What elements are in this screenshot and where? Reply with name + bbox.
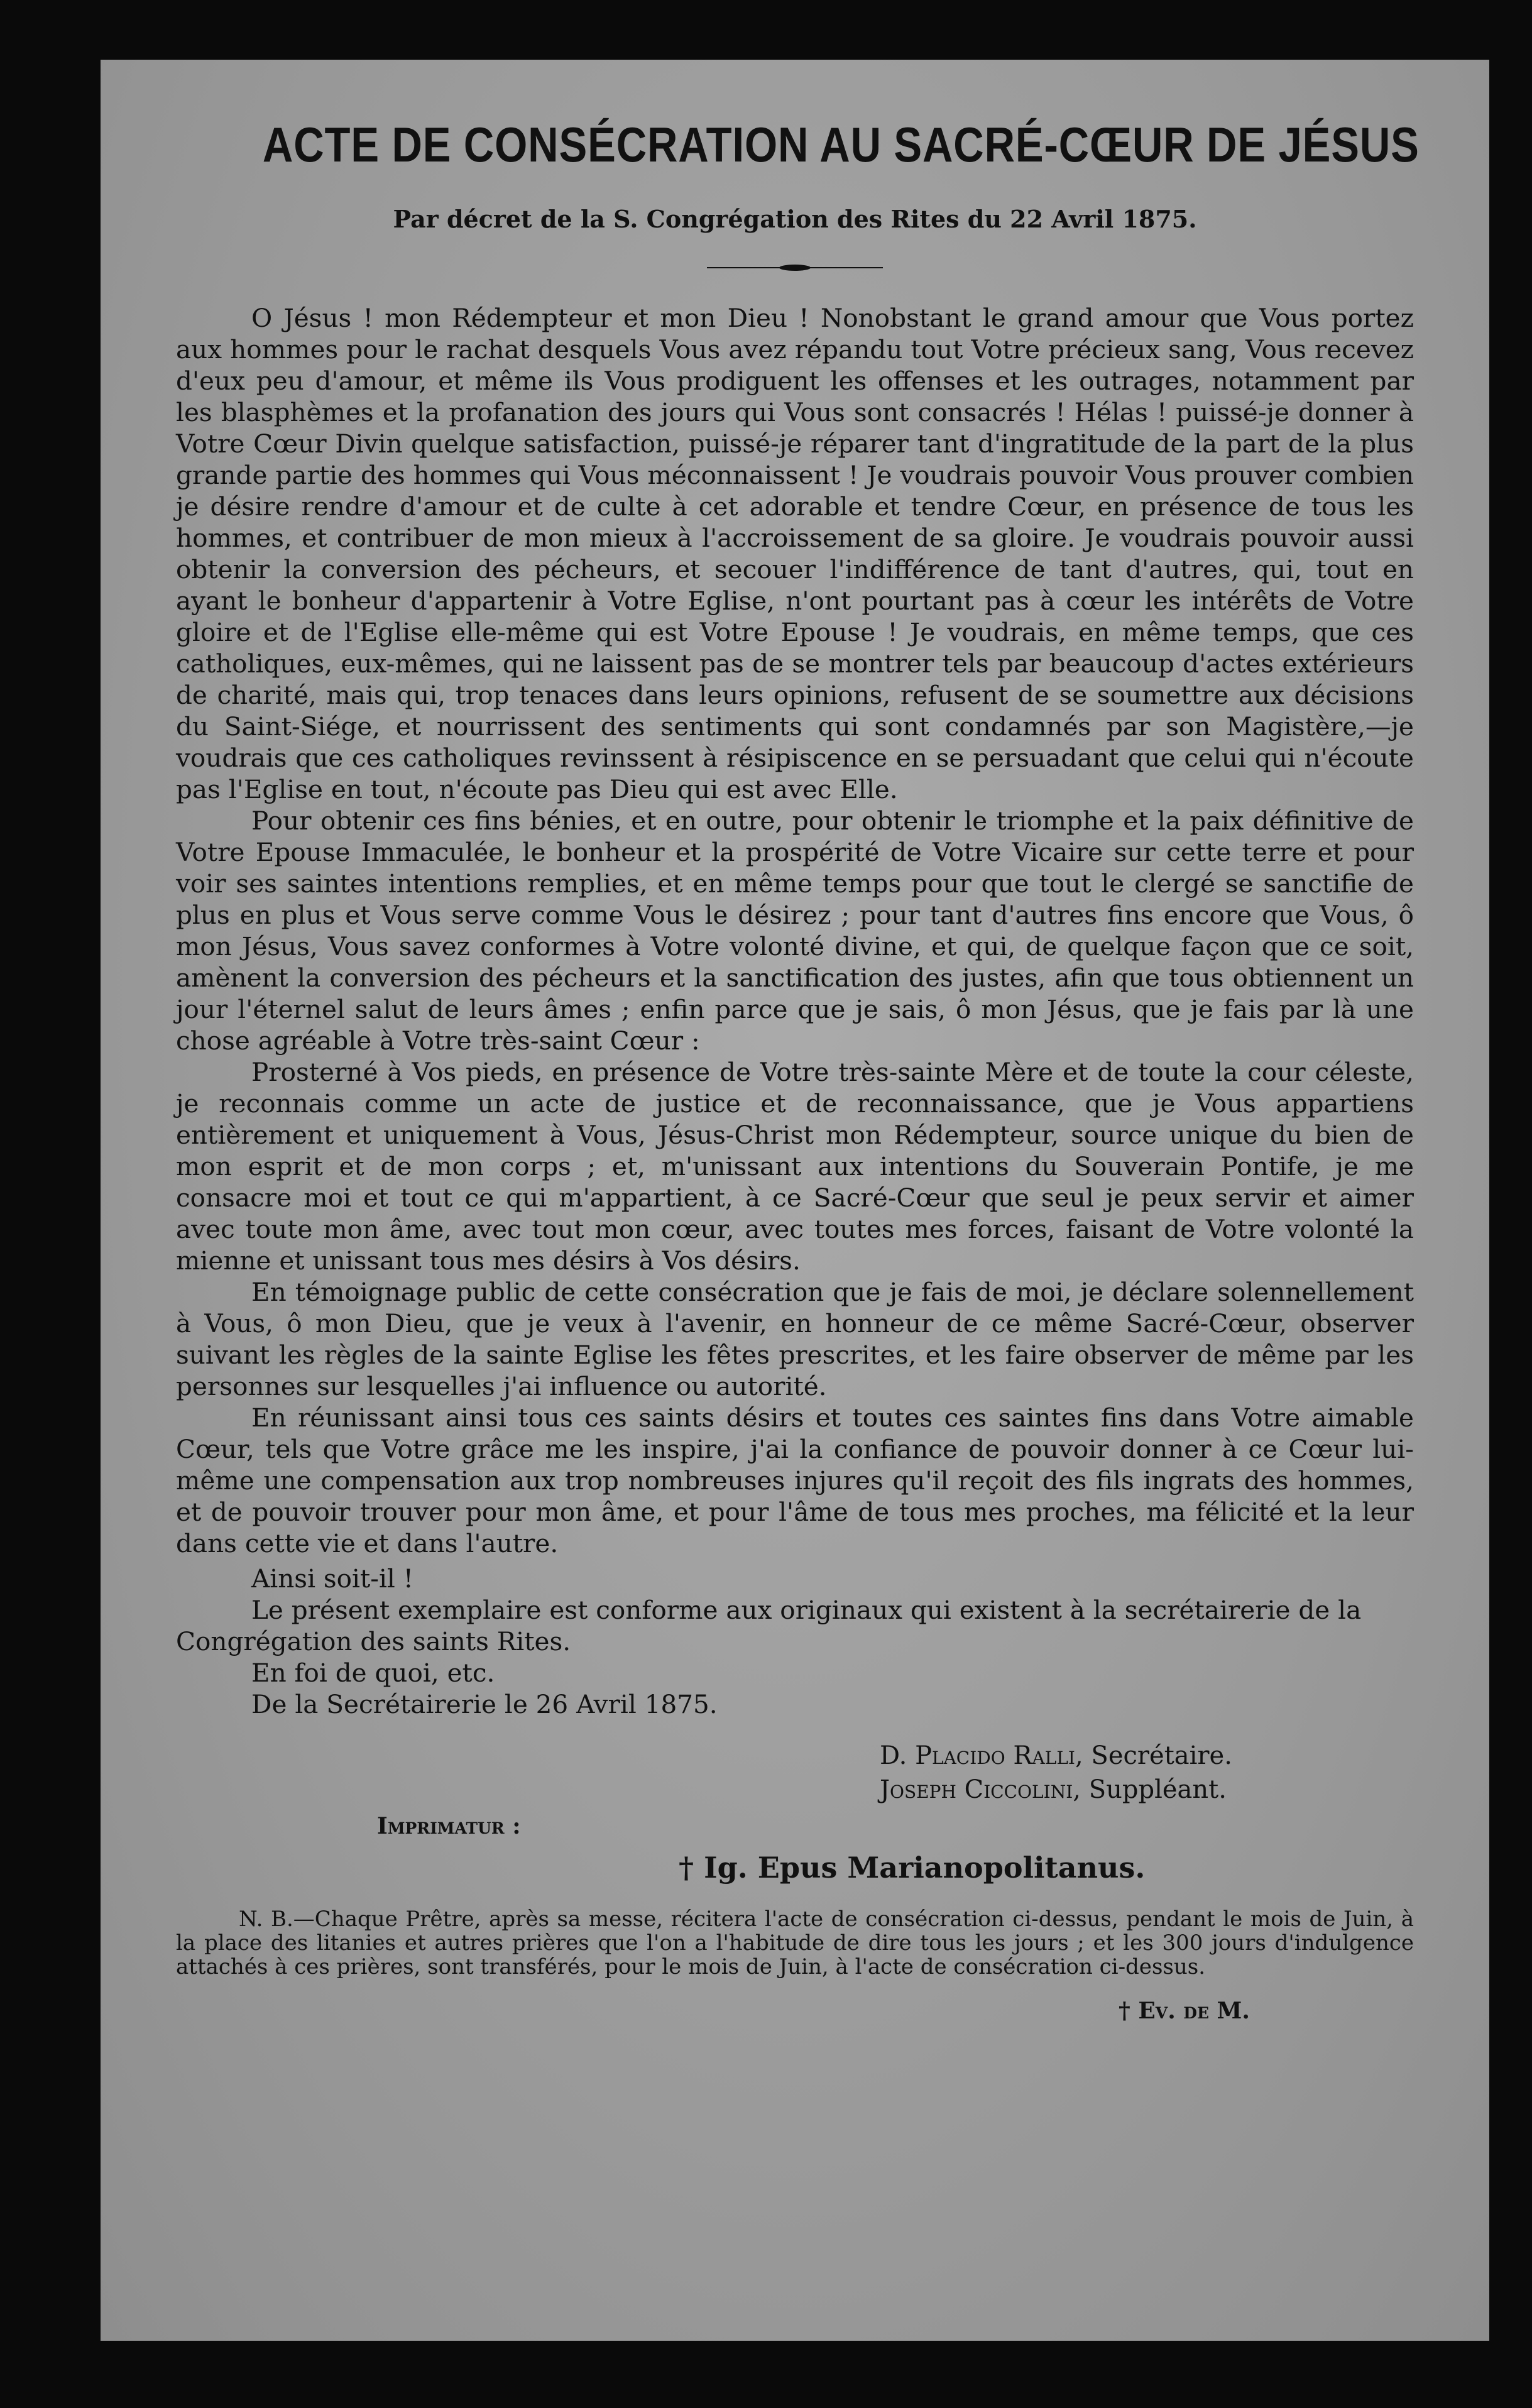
signature-line (880, 1739, 1414, 1773)
amen-line: Ainsi soit-il ! (251, 1563, 414, 1594)
signature-line (880, 1773, 1414, 1807)
document-subtitle: Par décret de la S. Congrégation des Rites du 22 Avril 1875. (393, 205, 1197, 233)
paragraph: Pour obtenir ces fins bénies, et en outre, pour obtenir le triomphe et la paix définitive de Votre Epouse Immaculée, le bonheur et la prospérité de Votre Vicaire sur cette terre et pour voir ses saintes intentions remplies, et en même temps pour que tout le clergé se sanctifie de plus en plus et Vous serve comme Vous le désirez ; pour tant d'autres fins encore que Vous, ô mon Jésus, Vous savez conformes à Votre volonté divine, et qui, de quelque façon que ce soit, amènent la conversion des pécheurs et la sanctification des justes, afin que tous obtiennent un jour l'éternel salut de leurs âmes ; enfin parce que je sais, ô mon Jésus, que je fais par là une chose agréable à Votre très-saint Cœur : (176, 806, 1414, 1056)
consecration-text (176, 302, 1414, 1559)
signatory-name: Joseph Ciccolini (880, 1775, 1073, 1804)
signature-block (176, 1739, 1414, 1807)
document-title: ACTE DE CONSÉCRATION AU SACRÉ-CŒUR DE JÉSUS (262, 117, 1420, 172)
signatory-role: , Suppléant. (1073, 1775, 1227, 1804)
certification-text: Le présent exemplaire est conforme aux originaux qui existent à la secrétairerie de la Congrégation des saints Rites. (176, 1595, 1362, 1656)
paragraph: En réunissant ainsi tous ces saints désirs et toutes ces saintes fins dans Votre aimable Cœur, tels que Votre grâce me les inspire, j'ai la confiance de pouvoir donner à ce Cœur lui-même une compensation aux trop nombreuses injures qu'il reçoit des fils ingrats des hommes, et de pouvoir trouver pour mon âme, et pour l'âme de tous mes proches, ma félicité et la leur dans cette vie et dans l'autre. (176, 1403, 1414, 1558)
date-line: De la Secrétairerie le 26 Avril 1875. (251, 1689, 718, 1719)
en-foi-line: En foi de quoi, etc. (251, 1658, 495, 1688)
paragraph: Prosterné à Vos pieds, en présence de Votre très-sainte Mère et de toute la cour céleste, je reconnais comme un acte de justice et de reconnaissance, que je Vous appartiens entièrement et uniquement à Vous, Jésus-Christ mon Rédempteur, source unique du bien de mon esprit et de mon corps ; et, m'unissant aux intentions du Souverain Pontife, je me consacre moi et tout ce qui m'appartient, à ce Sacré-Cœur que seul je peux servir et aimer avec toute mon âme, avec tout mon cœur, avec toutes mes forces, faisant de Votre volonté la mienne et unissant tous mes désirs à Vos désirs. (176, 1057, 1414, 1276)
final-signature: † Ev. de M. (1119, 1998, 1250, 2024)
paragraph: En témoignage public de cette consécration que je fais de moi, je déclare solennellement à Vous, ô mon Dieu, que je veux à l'avenir, en honneur de ce même Sacré-Cœur, observer suivant les règles de la sainte Eglise les fêtes prescrites, et les faire observer de même par les personnes sur lesquelles j'ai influence ou autorité. (176, 1277, 1414, 1401)
signatory-role: , Secrétaire. (1075, 1741, 1232, 1770)
nb-text: N. B.—Chaque Prêtre, après sa messe, récitera l'acte de consécration ci-dessus, pendant le mois de Juin, à la place des litanies et autres prières que l'on a l'habitude de dire tous les jours ; et les 300 jours d'indulgence attachés à ces prières, sont transférés, pour le mois de Juin, à l'acte de consécration ci-dessus. (176, 1907, 1414, 1979)
ornament-knot (779, 265, 811, 271)
imprimatur-signature: † Ig. Epus Marianopolitanus. (679, 1851, 1146, 1885)
nb-note (176, 1907, 1414, 1979)
document-sheet (101, 60, 1489, 2341)
ornament-divider (707, 265, 883, 271)
closing-block (176, 1563, 1414, 1720)
paragraph: O Jésus ! mon Rédempteur et mon Dieu ! Nonobstant le grand amour que Vous portez aux hommes pour le rachat desquels Vous avez répandu tout Votre précieux sang, Vous recevez d'eux peu d'amour, et même ils Vous prodiguent les offenses et les outrages, notamment par les blasphèmes et la profanation des jours qui Vous sont consacrés ! Hélas ! puissé-je donner à Votre Cœur Divin quelque satisfaction, puissé-je réparer tant d'ingratitude de la part de la plus grande partie des hommes qui Vous méconnaissent ! Je voudrais pouvoir Vous prouver combien je désire rendre d'amour et de culte à cet adorable et tendre Cœur, en présence de tous les hommes, et contribuer de mon mieux à l'accroissement de sa gloire. Je voudrais pouvoir aussi obtenir la conversion des pécheurs, et secouer l'indifférence de tant d'autres, qui, tout en ayant le bonheur d'appartenir à Votre Eglise, n'ont pourtant pas à cœur les intérêts de Votre gloire et de l'Eglise elle-même qui est Votre Epouse ! Je voudrais, en même temps, que ces catholiques, eux-mêmes, qui ne laissent pas de se montrer tels par beaucoup d'actes extérieurs de charité, mais qui, trop tenaces dans leurs opinions, refusent de se soumettre aux décisions du Saint-Siége, et nourrissent des sentiments qui sont condamnés par son Magistère,—je voudrais que ces catholiques revinssent à résipiscence en se persuadant que celui qui n'écoute pas l'Eglise en tout, n'écoute pas Dieu qui est avec Elle. (176, 303, 1414, 804)
signatory-name: D. Placido Ralli (880, 1741, 1075, 1770)
imprimatur-label: Imprimatur : (377, 1813, 521, 1839)
